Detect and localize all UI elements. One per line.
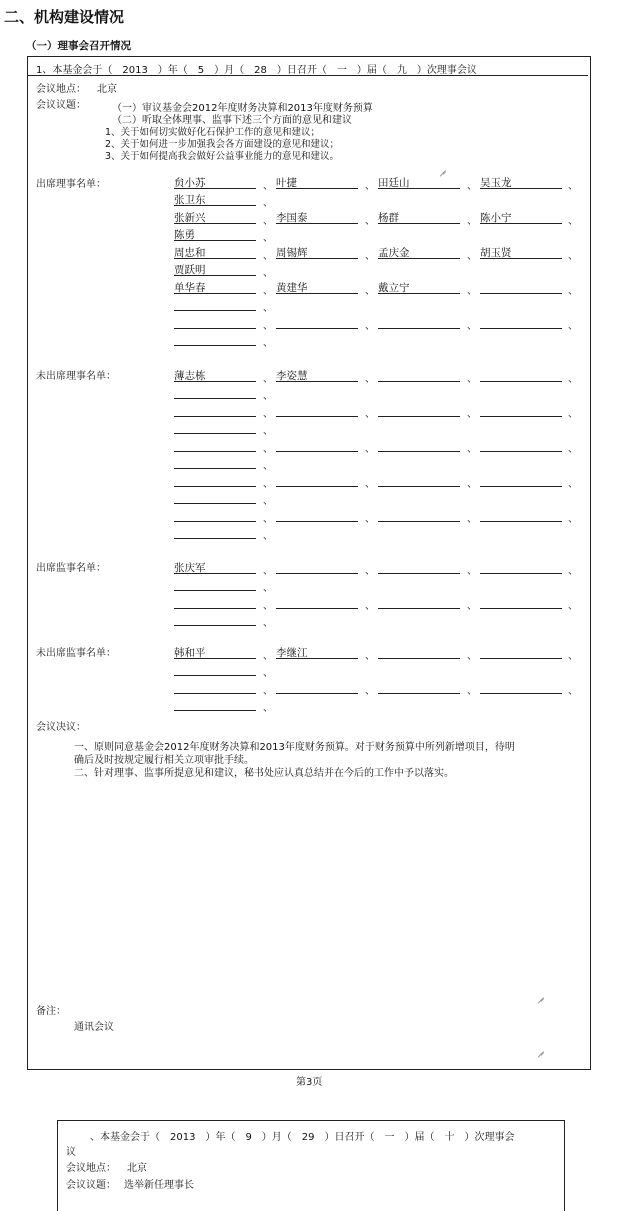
resolution-line: 一、原则同意基金会2012年度财务决算和2013年度财务预算。对于财务预算中所列新增项目，待明 bbox=[74, 742, 515, 753]
meeting2-header-wrap: 议 bbox=[66, 1147, 76, 1158]
name-separator: 、 bbox=[263, 268, 273, 279]
resolution-line: 确后及时按规定履行相关立项审批手续。 bbox=[74, 755, 254, 766]
name-field-underline bbox=[480, 573, 562, 574]
name-separator: 、 bbox=[263, 338, 273, 349]
name-field-value[interactable]: 胡玉贤 bbox=[480, 247, 512, 259]
location-value: 北京 bbox=[97, 84, 117, 95]
absent-directors-label: 未出席理事名单： bbox=[36, 371, 116, 382]
name-field-underline bbox=[480, 328, 562, 329]
name-separator: 、 bbox=[568, 181, 578, 192]
name-separator: 、 bbox=[263, 321, 273, 332]
name-separator: 、 bbox=[568, 601, 578, 612]
name-separator: 、 bbox=[467, 686, 477, 697]
name-separator: 、 bbox=[568, 686, 578, 697]
name-field-underline bbox=[378, 381, 460, 382]
name-field-value[interactable]: 贠小苏 bbox=[174, 177, 206, 189]
name-separator: 、 bbox=[365, 601, 375, 612]
name-field-underline bbox=[276, 328, 358, 329]
name-separator: 、 bbox=[467, 251, 477, 262]
name-field-value[interactable]: 李继江 bbox=[276, 647, 308, 659]
name-separator: 、 bbox=[467, 601, 477, 612]
resolution-line: 二、针对理事、监事所提意见和建议，秘书处应认真总结并在今后的工作中予以落实。 bbox=[74, 768, 454, 779]
name-field-underline bbox=[480, 658, 562, 659]
name-field-underline bbox=[378, 416, 460, 417]
name-field-value[interactable]: 李姿慧 bbox=[276, 370, 308, 382]
name-separator: 、 bbox=[467, 216, 477, 227]
name-separator: 、 bbox=[467, 444, 477, 455]
name-separator: 、 bbox=[263, 651, 273, 662]
name-field-value[interactable]: 张庆军 bbox=[174, 562, 206, 574]
name-field-value[interactable]: 周忠和 bbox=[174, 247, 206, 259]
name-separator: 、 bbox=[365, 181, 375, 192]
name-separator: 、 bbox=[568, 216, 578, 227]
name-field-underline bbox=[276, 608, 358, 609]
name-separator: 、 bbox=[568, 321, 578, 332]
meeting-form-frame bbox=[27, 56, 591, 1070]
name-field-value[interactable]: 张卫东 bbox=[174, 194, 206, 206]
name-separator: 、 bbox=[365, 566, 375, 577]
name-separator: 、 bbox=[467, 651, 477, 662]
name-field-underline bbox=[480, 416, 562, 417]
agenda-line: 1、关于如何切实做好化石保护工作的意见和建议； bbox=[105, 127, 321, 138]
name-field-underline bbox=[276, 573, 358, 574]
subsection-title: （一）理事会召开情况 bbox=[26, 40, 131, 52]
name-field-value[interactable]: 周锡辉 bbox=[276, 247, 308, 259]
name-field-underline bbox=[480, 486, 562, 487]
name-field-underline bbox=[378, 451, 460, 452]
name-separator: 、 bbox=[263, 461, 273, 472]
name-field-underline bbox=[174, 538, 256, 539]
agenda-label: 会议议题： bbox=[36, 100, 86, 111]
name-field-underline bbox=[174, 590, 256, 591]
name-field-value[interactable]: 孟庆金 bbox=[378, 247, 410, 259]
name-separator: 、 bbox=[263, 409, 273, 420]
name-separator: 、 bbox=[263, 198, 273, 209]
resolution-label: 会议决议： bbox=[36, 722, 86, 733]
name-separator: 、 bbox=[467, 321, 477, 332]
name-separator: 、 bbox=[263, 181, 273, 192]
name-separator: 、 bbox=[263, 374, 273, 385]
name-field-underline bbox=[174, 486, 256, 487]
meeting2-location-value: 北京 bbox=[127, 1163, 147, 1174]
name-separator: 、 bbox=[467, 409, 477, 420]
name-separator: 、 bbox=[263, 496, 273, 507]
name-separator: 、 bbox=[467, 374, 477, 385]
textarea-resize-handle[interactable] bbox=[538, 1046, 544, 1052]
name-separator: 、 bbox=[568, 444, 578, 455]
name-field-value[interactable]: 李国泰 bbox=[276, 212, 308, 224]
remarks-value: 通讯会议 bbox=[74, 1022, 114, 1033]
name-separator: 、 bbox=[365, 651, 375, 662]
name-field-value[interactable]: 杨群 bbox=[378, 212, 399, 224]
name-field-underline bbox=[174, 310, 256, 311]
name-separator: 、 bbox=[263, 303, 273, 314]
textarea-resize-handle[interactable] bbox=[440, 165, 446, 171]
meeting2-agenda-value: 选举新任理事长 bbox=[124, 1180, 194, 1191]
name-separator: 、 bbox=[568, 409, 578, 420]
name-field-underline bbox=[378, 328, 460, 329]
name-separator: 、 bbox=[263, 444, 273, 455]
name-field-underline bbox=[480, 608, 562, 609]
present-directors-label: 出席理事名单： bbox=[36, 179, 106, 190]
agenda-line: 2、关于如何进一步加强我会各方面建设的意见和建议； bbox=[105, 139, 340, 150]
name-separator: 、 bbox=[263, 668, 273, 679]
section-title: 二、机构建设情况 bbox=[4, 8, 125, 26]
name-separator: 、 bbox=[263, 251, 273, 262]
name-field-underline bbox=[174, 675, 256, 676]
name-separator: 、 bbox=[568, 566, 578, 577]
name-separator: 、 bbox=[568, 514, 578, 525]
name-field-underline bbox=[174, 345, 256, 346]
name-field-underline bbox=[174, 468, 256, 469]
textarea-resize-handle[interactable] bbox=[538, 992, 544, 998]
name-separator: 、 bbox=[263, 601, 273, 612]
present-supervisors-label: 出席监事名单： bbox=[36, 563, 106, 574]
name-separator: 、 bbox=[263, 566, 273, 577]
name-field-underline bbox=[174, 625, 256, 626]
name-field-underline bbox=[276, 416, 358, 417]
name-separator: 、 bbox=[365, 514, 375, 525]
name-field-value[interactable]: 陈勇 bbox=[174, 229, 195, 241]
name-separator: 、 bbox=[568, 651, 578, 662]
name-field-underline bbox=[378, 658, 460, 659]
meeting2-location-label: 会议地点： bbox=[66, 1163, 116, 1174]
name-field-underline bbox=[276, 693, 358, 694]
name-field-underline bbox=[276, 451, 358, 452]
name-separator: 、 bbox=[263, 703, 273, 714]
name-separator: 、 bbox=[568, 286, 578, 297]
name-field-value[interactable]: 韩和平 bbox=[174, 647, 206, 659]
name-field-underline bbox=[378, 693, 460, 694]
name-field-underline bbox=[174, 503, 256, 504]
name-field-value[interactable]: 叶捷 bbox=[276, 177, 297, 189]
name-field-underline bbox=[174, 433, 256, 434]
meeting-header-underline bbox=[28, 75, 588, 76]
remarks-label: 备注： bbox=[36, 1006, 66, 1017]
name-field-value[interactable]: 戴立宁 bbox=[378, 282, 410, 294]
name-field-value[interactable]: 陈小宁 bbox=[480, 212, 512, 224]
name-field-value[interactable]: 单华春 bbox=[174, 282, 206, 294]
name-separator: 、 bbox=[365, 374, 375, 385]
name-field-underline bbox=[378, 608, 460, 609]
name-separator: 、 bbox=[365, 686, 375, 697]
name-separator: 、 bbox=[568, 479, 578, 490]
name-field-underline bbox=[174, 693, 256, 694]
page-number: 第3页 bbox=[296, 1077, 323, 1088]
name-field-underline bbox=[174, 608, 256, 609]
name-separator: 、 bbox=[263, 233, 273, 244]
name-separator: 、 bbox=[365, 286, 375, 297]
name-separator: 、 bbox=[263, 514, 273, 525]
name-separator: 、 bbox=[263, 216, 273, 227]
name-separator: 、 bbox=[365, 444, 375, 455]
name-field-underline bbox=[378, 486, 460, 487]
name-separator: 、 bbox=[263, 479, 273, 490]
name-field-underline bbox=[480, 521, 562, 522]
name-separator: 、 bbox=[263, 286, 273, 297]
name-field-value[interactable]: 田廷山 bbox=[378, 177, 410, 189]
name-separator: 、 bbox=[568, 251, 578, 262]
name-field-underline bbox=[174, 328, 256, 329]
name-field-underline bbox=[174, 416, 256, 417]
name-field-underline bbox=[174, 710, 256, 711]
name-separator: 、 bbox=[263, 531, 273, 542]
name-field-underline bbox=[276, 486, 358, 487]
name-field-underline bbox=[276, 521, 358, 522]
name-separator: 、 bbox=[365, 409, 375, 420]
name-field-underline bbox=[480, 693, 562, 694]
name-separator: 、 bbox=[263, 583, 273, 594]
agenda-line: 3、关于如何提高我会做好公益事业能力的意见和建议。 bbox=[105, 151, 340, 162]
name-field-underline bbox=[480, 381, 562, 382]
absent-supervisors-label: 未出席监事名单： bbox=[36, 648, 116, 659]
agenda-line: （一）审议基金会2012年度财务决算和2013年度财务预算 bbox=[112, 103, 373, 114]
name-separator: 、 bbox=[365, 216, 375, 227]
name-field-value[interactable]: 张新兴 bbox=[174, 212, 206, 224]
name-field-underline bbox=[480, 451, 562, 452]
name-field-underline bbox=[378, 573, 460, 574]
name-separator: 、 bbox=[365, 479, 375, 490]
name-separator: 、 bbox=[467, 566, 477, 577]
name-separator: 、 bbox=[467, 479, 477, 490]
name-separator: 、 bbox=[467, 181, 477, 192]
name-separator: 、 bbox=[263, 426, 273, 437]
name-separator: 、 bbox=[467, 286, 477, 297]
name-field-value[interactable]: 贾跃明 bbox=[174, 264, 206, 276]
name-separator: 、 bbox=[568, 374, 578, 385]
name-field-underline bbox=[174, 521, 256, 522]
name-field-underline bbox=[174, 451, 256, 452]
meeting-header: 1、本基金会于（ 2013 ）年（ 5 ）月（ 28 ）日召开（ 一 ）届（ 九 ）次理事会议 bbox=[36, 65, 477, 76]
agenda-line: （二）听取全体理事、监事下述三个方面的意见和建议 bbox=[112, 115, 352, 126]
name-separator: 、 bbox=[365, 321, 375, 332]
name-separator: 、 bbox=[467, 514, 477, 525]
name-separator: 、 bbox=[365, 251, 375, 262]
location-label: 会议地点： bbox=[36, 84, 86, 95]
meeting2-agenda-label: 会议议题： bbox=[66, 1180, 116, 1191]
name-field-underline bbox=[378, 521, 460, 522]
name-separator: 、 bbox=[263, 686, 273, 697]
name-field-value[interactable]: 黄建华 bbox=[276, 282, 308, 294]
name-separator: 、 bbox=[263, 618, 273, 629]
name-separator: 、 bbox=[263, 391, 273, 402]
name-field-underline bbox=[480, 293, 562, 294]
name-field-underline bbox=[174, 398, 256, 399]
name-field-value[interactable]: 薄志栋 bbox=[174, 370, 206, 382]
name-field-value[interactable]: 吴玉龙 bbox=[480, 177, 512, 189]
meeting2-header: 、本基金会于（ 2013 ）年（ 9 ）月（ 29 ）日召开（ 一 ）届（ 十 ）次理事会 bbox=[90, 1132, 515, 1143]
